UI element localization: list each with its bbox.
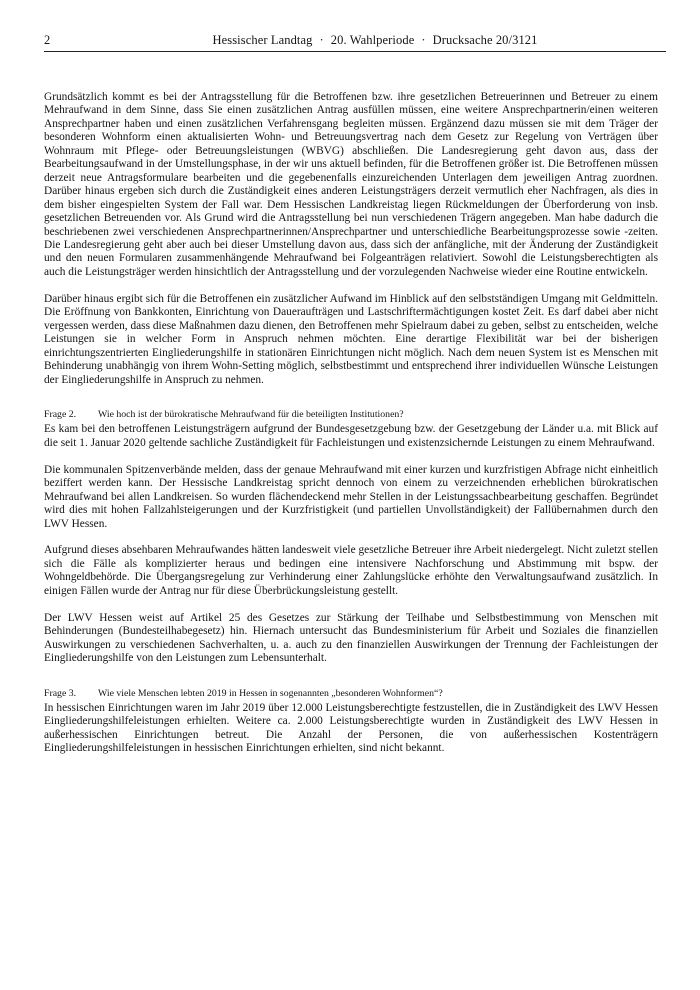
answer-2: [44, 423, 658, 665]
answer-3: [44, 702, 658, 756]
header-parliament: Hessischer Landtag: [212, 33, 313, 47]
body-paragraph: Die kommunalen Spitzenverbände melden, dass der genaue Mehraufwand mit einer kurzen und kurzfristigen Abfrage nicht einheitlich beziffert werden kann. Der Hessische Landkreistag spricht dennoch von einem zu verzeichnenden erheblichen bürokratischen Mehraufwand bei allen Landkreisen. So wurden flächendeckend mehr Stellen in der Leistungssachbearbeitung geschaffen. Begründet wird dies mit hohen Fallzahlsteigerungen und der Kurzfristigkeit (und partiellen Unvollständigkeit) der Fallübernahmen durch den LWV Hessen.: [44, 463, 658, 530]
header-separator: ·: [319, 33, 324, 47]
header-separator: ·: [421, 33, 426, 47]
body-paragraph: Der LWV Hessen weist auf Artikel 25 des Gesetzes zur Stärkung der Teilhabe und Selbstbestimmung von Menschen mit Behinderungen (Bundesteilhabegesetz) hin. Hiernach untersucht das Bundesministerium für Arbeit und Soziales die finanziellen Auswirkungen zu verschiedenen Sachverhalten, u. a. auch zu den finanziellen Auswirkungen der Trennung der Fachleistungen der Eingliederungshilfe von den Leistungen zum Lebensunterhalt.: [44, 611, 658, 665]
header-document-number: Drucksache 20/3121: [432, 33, 538, 47]
body-paragraph: Es kam bei den betroffenen Leistungsträgern aufgrund der Bundesgesetzgebung bzw. der Gesetzgebung der Länder u.a. mit Blick auf die seit 1. Januar 2020 geltende sachliche Zuständigkeit für Fachleistungen und existenzsichernde Leistungen zu einem Mehraufwand.: [44, 423, 658, 449]
running-header: [44, 32, 666, 52]
document-page: [44, 32, 658, 769]
header-period: 20. Wahlperiode: [330, 33, 415, 47]
body-paragraph: Aufgrund dieses absehbaren Mehraufwandes hätten landesweit viele gesetzliche Betreuer ihre Arbeit niedergelegt. Nicht zuletzt stellen sich die Fälle als komplizierter heraus und bedingen eine intensivere Nachforschung und Abstimmung mit bspw. der Wohngeldbehörde. Die Übergangsregelung zur Verhinderung einer Zahlungslücke erhöhte den Verwaltungsaufwand zusätzlich. In einigen Fällen wurde der Antrag nur für diese Überbrückungsleistung gestellt.: [44, 544, 658, 597]
question-2: [44, 408, 658, 421]
question-3: [44, 687, 658, 700]
document-body: [44, 91, 658, 756]
body-paragraph: In hessischen Einrichtungen waren im Jahr 2019 über 12.000 Leistungsberechtigte festzustellen, die in Zuständigkeit des LWV Hessen Eingliederungshilfeleistungen erhielten. Weitere ca. 2.000 Leistungsberechtigte wurden in Zuständigkeit des LWV Hessen in außerhessischen Einrichtungen betreut. Die Anzahl der Personen, die von außerhessischen Kostenträgern Eingliederungshilfeleistungen in hessischen Einrichtungen erhielten, sind nicht bekannt.: [44, 701, 658, 755]
body-paragraph: Grundsätzlich kommt es bei der Antragsstellung für die Betroffenen bzw. ihre gesetzlichen Betreuerinnen und Betreuer zu einem Mehraufwand in dem Sinne, dass Sie einen zusätzlichen Antrag ausfüllen müssen, eine weitere Ansprechpartnerin/einen weiteren Ansprechpartner haben und einen zusätzlichen Verfahrensgang begleiten müssen. Ergänzend dazu müssen sie mit dem Träger der besonderen Wohnform einen aktualisierten Wohn- und Betreuungsvertrag nach dem Gesetz zur Regelung von Verträgen über Wohnraum mit Pflege- oder Betreuungsleistungen (WBVG) abschließen. Die Landesregierung geht davon aus, dass der Bearbeitungsaufwand in der Umstellungsphase, in der wir uns aktuell befinden, für die Betroffenen größer ist. Die Betroffenen müssen derzeit neue Antragsformulare bearbeiten und die gegebenenfalls einzureichenden Unterlagen dem jeweiligen Antrag zuordnen. Darüber hinaus ergeben sich durch die Zuständigkeit eines anderen Leistungsträgers derzeit vermutlich eher Nachfragen, als dies in dem bisher eingespielten System der Fall war. Dem Hessischen Landkreistag liegen Rückmeldungen der Überforderung von insb. gesetzlichen Betreuenden vor. Als Grund wird die Antragsstellung bei nun verschiedenen Trägern angegeben. Man habe dadurch die beschriebenen zwei verschiedenen Ansprechpartnerinnen/Ansprechpartner und unterschiedliche Bearbeitungsprozesse sowie -zeiten. Die Landesregierung geht aber auch bei dieser Umstellung davon aus, dass sich der anfängliche, mit der Änderung der Zuständigkeit und den neuen Formularen zusammenhängende Mehraufwand bei Folgeanträgen relativiert. Sowohl die Leistungsberechtigten als auch die Leistungsträger werden hinsichtlich der Antragsstellung und der vorzulegenden Nachweise wieder eine Routine entwickeln.: [44, 91, 658, 278]
page-number: 2: [44, 33, 51, 47]
question-label: Frage 2.: [44, 408, 77, 420]
body-paragraph: Darüber hinaus ergibt sich für die Betroffenen ein zusätzlicher Aufwand im Hinblick auf den selbstständigen Umgang mit Geldmitteln. Die Eröffnung von Bankkonten, Einrichtung von Daueraufträgen und Lastschriftermächtigungen kostet Zeit. Es darf dabei aber nicht vergessen werden, dass diese Maßnahmen dazu dienen, den Betroffenen mehr Spielraum dabei zu geben, selbst zu entscheiden, welche Leistungen sie in welcher Form in Anspruch nehmen möchten. Eine derartige Flexibilität war bei der bisherigen einrichtungszentrierten Eingliederungshilfe in stationären Einrichtungen nicht möglich. Nach dem neuen System ist es Menschen mit Behinderung unabhängig von ihrem Wohn-Setting möglich, selbstbestimmt und entsprechend ihrer individuellen Wünsche Leistungen der Eingliederungshilfe in Anspruch zu nehmen.: [44, 292, 658, 386]
question-text: Wie hoch ist der bürokratische Mehraufwand für die beteiligten Institutionen?: [98, 408, 404, 420]
question-label: Frage 3.: [44, 687, 77, 699]
question-text: Wie viele Menschen lebten 2019 in Hessen in sogenannten „besonderen Wohnformen“?: [98, 687, 443, 699]
header-running-title: [84, 32, 666, 48]
